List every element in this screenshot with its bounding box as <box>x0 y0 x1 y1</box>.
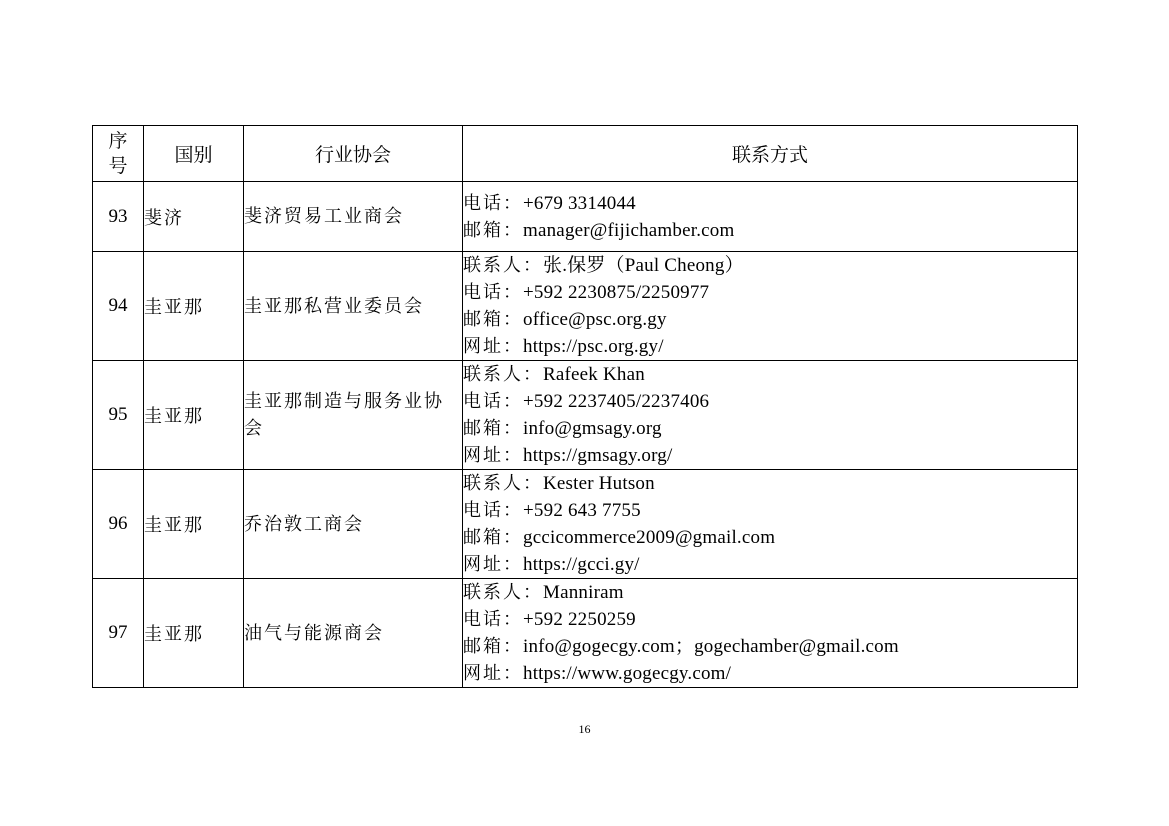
header-country: 国别 <box>144 126 244 182</box>
row-contact-info <box>463 470 1078 579</box>
row-country: 圭亚那 <box>144 470 244 579</box>
contact-value: office@psc.org.gy <box>523 309 667 330</box>
row-country: 圭亚那 <box>144 361 244 470</box>
row-contact-info <box>463 252 1078 361</box>
row-contact-info <box>463 182 1078 252</box>
header-association: 行业协会 <box>244 126 463 182</box>
contact-value: https://psc.org.gy/ <box>523 336 664 357</box>
row-contact-info <box>463 361 1078 470</box>
row-seq: 95 <box>93 361 144 470</box>
contact-label: 联系人： <box>463 364 543 385</box>
row-seq: 97 <box>93 579 144 688</box>
contact-line <box>463 470 1077 497</box>
header-seq-line2: 号 <box>108 154 128 177</box>
row-association: 乔治敦工商会 <box>244 470 463 579</box>
contact-label: 电话： <box>463 282 523 303</box>
contact-line <box>463 190 1077 217</box>
contact-line <box>463 633 1077 660</box>
contact-value: https://www.gogecgy.com/ <box>523 663 732 684</box>
contact-value: https://gmsagy.org/ <box>523 445 673 466</box>
contact-line <box>463 361 1077 388</box>
contact-label: 邮箱： <box>463 636 523 657</box>
contact-line <box>463 306 1077 333</box>
contact-value: +679 3314044 <box>523 192 636 214</box>
contact-label: 网址： <box>463 336 523 357</box>
row-association: 圭亚那私营业委员会 <box>244 252 463 361</box>
contact-value: Rafeek Khan <box>543 364 645 385</box>
contact-label: 电话： <box>463 192 523 214</box>
contact-line <box>463 279 1077 306</box>
row-seq: 93 <box>93 182 144 252</box>
contact-line <box>463 388 1077 415</box>
page-number: 16 <box>578 722 591 736</box>
contact-value: info@gmsagy.org <box>523 418 662 439</box>
table-row <box>93 252 1078 361</box>
contact-value: +592 2250259 <box>523 609 636 630</box>
row-contact-info <box>463 579 1078 688</box>
contact-label: 网址： <box>463 663 523 684</box>
contact-value: +592 643 7755 <box>523 500 641 521</box>
contact-value: Kester Hutson <box>543 473 655 494</box>
row-country: 圭亚那 <box>144 252 244 361</box>
contact-line <box>463 442 1077 469</box>
header-contact: 联系方式 <box>463 126 1078 182</box>
table-row <box>93 361 1078 470</box>
row-association: 斐济贸易工业商会 <box>244 182 463 252</box>
contact-line <box>463 497 1077 524</box>
table-header-row <box>93 126 1078 182</box>
header-seq-line1: 序 <box>108 129 128 152</box>
contact-line <box>463 660 1077 687</box>
row-association: 油气与能源商会 <box>244 579 463 688</box>
row-association: 圭亚那制造与服务业协会 <box>244 361 463 470</box>
contact-line <box>463 333 1077 360</box>
row-country: 斐济 <box>144 182 244 252</box>
contact-label: 联系人： <box>463 255 543 276</box>
contact-label: 邮箱： <box>463 309 523 330</box>
contact-line <box>463 252 1077 279</box>
contact-value: 张.保罗（Paul Cheong） <box>543 255 744 276</box>
contact-label: 邮箱： <box>463 219 523 241</box>
contact-line <box>463 524 1077 551</box>
table-row <box>93 470 1078 579</box>
contact-value: Manniram <box>543 582 624 603</box>
table-row <box>93 579 1078 688</box>
contact-line <box>463 551 1077 578</box>
contact-line <box>463 606 1077 633</box>
table-row <box>93 182 1078 252</box>
association-contacts-table <box>92 125 1078 688</box>
header-seq <box>93 126 144 182</box>
contact-value: +592 2237405/2237406 <box>523 391 710 412</box>
contact-label: 联系人： <box>463 473 543 494</box>
row-seq: 94 <box>93 252 144 361</box>
contact-label: 邮箱： <box>463 527 523 548</box>
contact-line <box>463 217 1077 244</box>
contact-label: 邮箱： <box>463 418 523 439</box>
contact-value: info@gogecgy.com；gogechamber@gmail.com <box>523 636 899 657</box>
contact-label: 网址： <box>463 445 523 466</box>
contact-line <box>463 579 1077 606</box>
contact-label: 网址： <box>463 554 523 575</box>
contact-value: +592 2230875/2250977 <box>523 282 710 303</box>
contact-label: 电话： <box>463 391 523 412</box>
table-body <box>93 182 1078 688</box>
contact-value: gccicommerce2009@gmail.com <box>523 527 776 548</box>
contact-label: 电话： <box>463 609 523 630</box>
contact-label: 联系人： <box>463 582 543 603</box>
contact-value: https://gcci.gy/ <box>523 554 640 575</box>
contact-line <box>463 415 1077 442</box>
row-seq: 96 <box>93 470 144 579</box>
contact-value: manager@fijichamber.com <box>523 219 735 241</box>
row-country: 圭亚那 <box>144 579 244 688</box>
contact-label: 电话： <box>463 500 523 521</box>
